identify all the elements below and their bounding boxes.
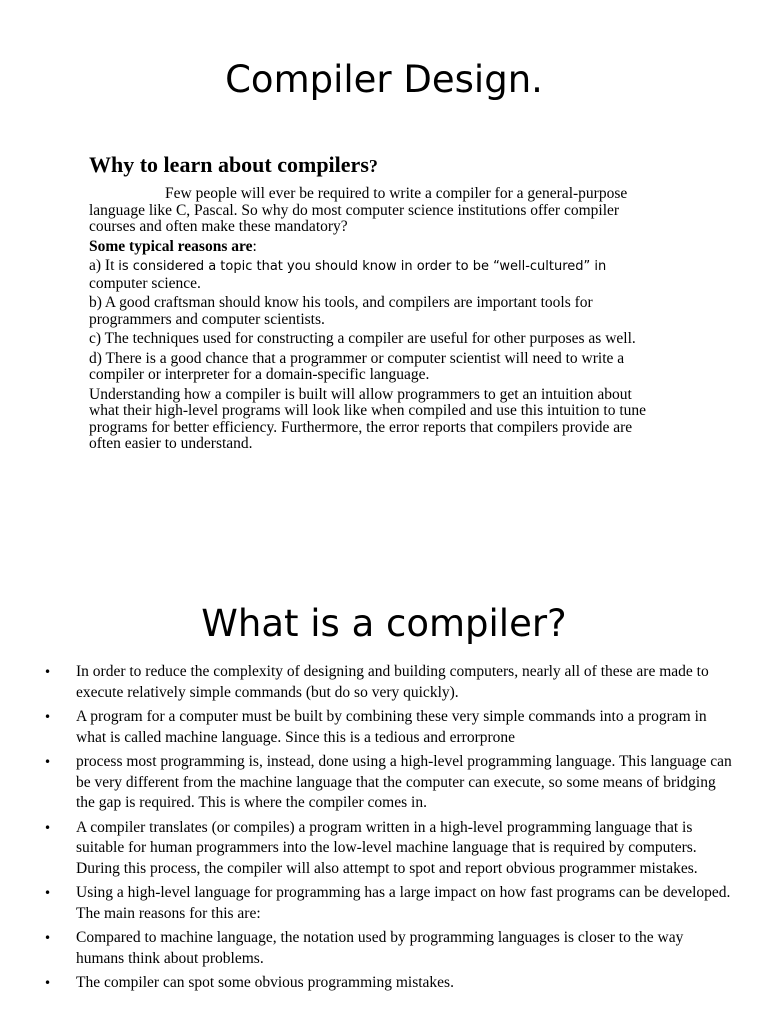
bullet-list xyxy=(44,662,734,998)
bullet-icon: • xyxy=(44,931,52,945)
bullet-item xyxy=(44,818,734,880)
reason-a xyxy=(89,258,649,292)
bullet-icon: • xyxy=(44,665,52,679)
section-heading-text: Why to learn about compilers xyxy=(89,152,369,177)
document-body xyxy=(89,154,649,453)
reason-a-suffix: computer science. xyxy=(89,274,201,292)
bullet-icon: • xyxy=(44,976,52,990)
reason-b: b) A good craftsman should know his tools, and compilers are important tools for programmers and computer scientists. xyxy=(89,294,593,328)
bullet-text: Compared to machine language, the notation used by programming languages is closer to the way humans think about problems. xyxy=(76,929,684,967)
closing-paragraph: Understanding how a compiler is built will allow programmers to get an intuition about what their high-level programs will look like when compiled and use this intuition to tune programs for better efficiency. Furthermore, the error reports that compilers provide are often easier to understand. xyxy=(89,385,647,452)
bullet-item xyxy=(44,928,734,969)
reason-a-prefix: a) It xyxy=(89,257,119,274)
bullet-text: Using a high-level language for programming has a large impact on how fast programs can be developed. The main reasons for this are: xyxy=(76,884,731,922)
slide-what-is-a-compiler xyxy=(0,576,768,1024)
bullet-item xyxy=(44,883,734,924)
section-heading-mark: ? xyxy=(368,156,378,176)
slide-title: Compiler Design. xyxy=(225,58,543,101)
bullet-text: In order to reduce the complexity of designing and building computers, nearly all of these are made to execute relatively simple commands (but do so very quickly). xyxy=(76,663,709,701)
reasons-label: Some typical reasons are xyxy=(89,237,253,255)
bullet-item xyxy=(44,707,734,748)
reasons-colon: : xyxy=(252,237,257,255)
slide-title: What is a compiler? xyxy=(201,602,567,645)
reason-c: c) The techniques used for constructing a compiler are useful for other purposes as well. xyxy=(89,330,636,347)
bullet-item xyxy=(44,662,734,703)
bullet-text: A program for a computer must be built by combining these very simple commands into a program in what is called machine language. Since this is a tedious and errorprone xyxy=(76,708,707,746)
bullet-icon: • xyxy=(44,710,52,724)
reason-a-sans: is considered a topic that you should know in order to be “well-cultured” in xyxy=(118,259,607,274)
bullet-icon: • xyxy=(44,755,52,769)
bullet-text: process most programming is, instead, done using a high-level programming language. This language can be very different from the machine language that the computer can execute, so some means of bridging the gap is required. This is where the compiler comes in. xyxy=(76,753,732,811)
intro-paragraph: Few people will ever be required to write a compiler for a general-purpose language like C, Pascal. So why do most computer science institutions offer compiler courses and often make these mandatory? xyxy=(89,185,628,235)
bullet-text: A compiler translates (or compiles) a program written in a high-level programming language that is suitable for human programmers into the low-level machine language that is required by computers. During this process, the compiler will also attempt to spot and report obvious programmer mistakes. xyxy=(76,818,698,877)
bullet-item xyxy=(44,973,734,994)
bullet-icon: • xyxy=(44,886,52,900)
bullet-item xyxy=(44,752,734,814)
bullet-icon: • xyxy=(44,820,52,835)
bullet-text: The compiler can spot some obvious programming mistakes. xyxy=(76,974,454,991)
reason-d: d) There is a good chance that a programmer or computer scientist will need to write a compiler or interpreter for a domain-specific language. xyxy=(89,349,625,383)
section-heading xyxy=(89,154,649,176)
reasons-intro xyxy=(89,239,649,256)
